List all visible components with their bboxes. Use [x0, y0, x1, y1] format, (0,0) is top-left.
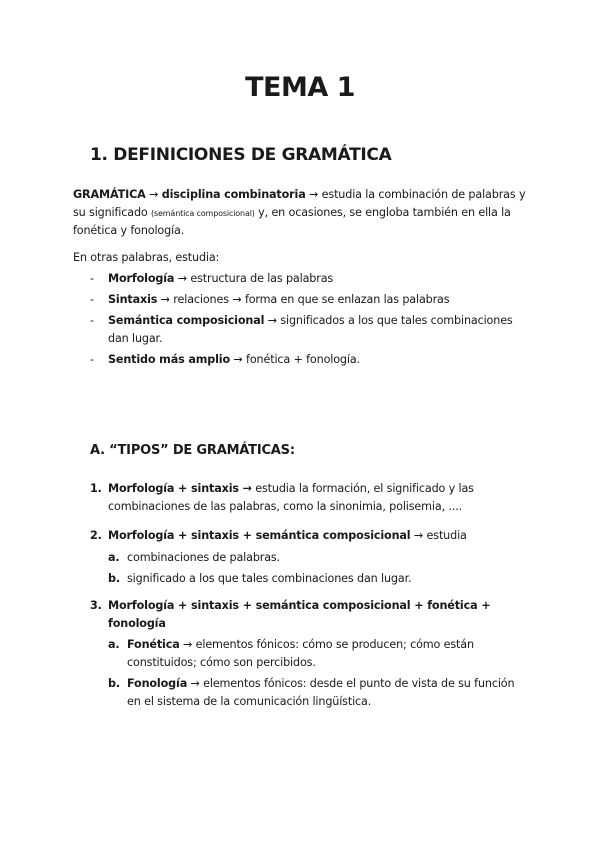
- list-item: [90, 527, 520, 545]
- list-item: [90, 270, 520, 288]
- lead-paragraph: En otras palabras, estudia:: [73, 251, 220, 264]
- sub-letter: a.: [108, 638, 120, 651]
- list-item-text: → significados a los que tales combinaciones dan lugar.: [108, 314, 513, 345]
- list-item-term: Morfología + sintaxis + semántica composicional + fonética + fonología: [108, 599, 491, 630]
- list-item: [90, 597, 520, 632]
- list-item-text: → fonética + fonología.: [230, 352, 360, 366]
- tipos-list-item-2: [90, 527, 520, 588]
- sub-item-text: significado a los que tales combinaciones dan lugar.: [127, 572, 412, 585]
- list-item: [90, 351, 520, 369]
- list-dash: -: [90, 314, 94, 327]
- list-item-term: Morfología: [108, 272, 175, 285]
- list-item-text: estudia la formación, el significado y las combinaciones de las palabras, como la sinonimia, polisemia, ....: [108, 482, 474, 513]
- sub-item: [108, 675, 520, 710]
- sub-item-text: combinaciones de palabras.: [127, 550, 281, 564]
- term-disciplina: disciplina combinatoria: [161, 188, 306, 201]
- arrow-text: →: [145, 188, 162, 201]
- list-item-term: Semántica composicional: [108, 314, 265, 327]
- tipos-list-item-1: [90, 480, 520, 515]
- list-item-term: Sintaxis: [108, 293, 158, 306]
- list-number: 2.: [90, 529, 102, 542]
- list-dash: -: [90, 272, 94, 285]
- list-item: [90, 312, 520, 347]
- tipos-list-item-3: [90, 597, 520, 710]
- definition-list: [90, 270, 520, 372]
- list-item-text: → estudia: [410, 529, 467, 542]
- sub-item: [108, 549, 520, 567]
- sub-letter: b.: [108, 677, 120, 690]
- list-dash: -: [90, 293, 94, 306]
- list-dash: -: [90, 352, 94, 366]
- sub-letter: b.: [108, 572, 120, 585]
- list-item-text: → relaciones → forma en que se enlazan las palabras: [157, 293, 450, 306]
- sub-item-term: Fonología: [127, 677, 188, 690]
- sub-item-text: → elementos fónicos: desde el punto de vista de su función en el sistema de la comunicación lingüística.: [127, 677, 515, 708]
- sub-item-term: Fonética: [127, 638, 180, 651]
- intro-text-1: → estudia la combinación de palabras y su significado: [73, 188, 526, 219]
- sub-item: [108, 570, 520, 588]
- list-number: 1.: [90, 482, 102, 495]
- intro-small-note: (semántica composicional): [151, 208, 255, 218]
- list-item: [90, 291, 520, 309]
- sub-item-text: → elementos fónicos: cómo se producen; cómo están constituidos; cómo son percibidos.: [127, 638, 474, 669]
- term-gramatica: GRAMÁTICA: [73, 188, 146, 201]
- list-item-text: → estructura de las palabras: [174, 272, 334, 285]
- sub-item: [108, 636, 520, 671]
- sub-letter: a.: [108, 550, 120, 564]
- list-item: [90, 480, 520, 515]
- intro-paragraph: [73, 186, 533, 240]
- section-heading-definiciones: 1. DEFINICIONES DE GRAMÁTICA: [90, 145, 392, 165]
- intro-text-2: y, en ocasiones, se engloba también en ella la fonética y fonología.: [73, 205, 511, 237]
- section-heading-tipos: A. “TIPOS” DE GRAMÁTICAS:: [90, 443, 295, 458]
- list-item-term: Morfología + sintaxis + semántica composicional: [108, 529, 411, 542]
- list-number: 3.: [90, 599, 102, 612]
- list-item-term: Morfología + sintaxis →: [108, 482, 252, 495]
- page-title: TEMA 1: [245, 72, 355, 103]
- list-item-term: Sentido más amplio: [108, 352, 231, 366]
